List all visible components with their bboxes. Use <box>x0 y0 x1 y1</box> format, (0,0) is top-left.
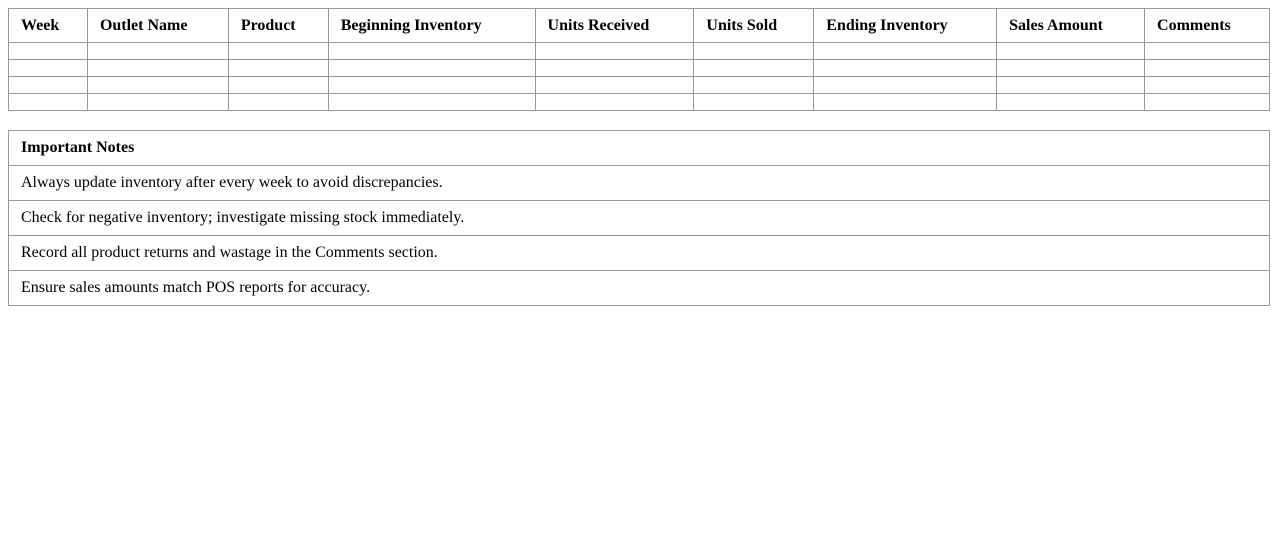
cell-beginning-inventory[interactable] <box>328 94 535 111</box>
table-row <box>9 60 1270 77</box>
note-row <box>9 166 1270 201</box>
cell-units-received[interactable] <box>535 77 694 94</box>
cell-comments[interactable] <box>1145 94 1270 111</box>
column-header-beginning-inventory: Beginning Inventory <box>328 9 535 43</box>
column-header-product: Product <box>228 9 328 43</box>
table-row <box>9 77 1270 94</box>
cell-comments[interactable] <box>1145 77 1270 94</box>
cell-beginning-inventory[interactable] <box>328 43 535 60</box>
cell-units-received[interactable] <box>535 43 694 60</box>
cell-product[interactable] <box>228 77 328 94</box>
important-notes-table <box>8 130 1270 306</box>
cell-outlet-name[interactable] <box>87 77 228 94</box>
cell-outlet-name[interactable] <box>87 43 228 60</box>
cell-sales-amount[interactable] <box>997 43 1145 60</box>
inventory-table <box>8 8 1270 111</box>
cell-outlet-name[interactable] <box>87 60 228 77</box>
inventory-table-body <box>9 43 1270 111</box>
cell-comments[interactable] <box>1145 60 1270 77</box>
cell-beginning-inventory[interactable] <box>328 77 535 94</box>
cell-ending-inventory[interactable] <box>814 60 997 77</box>
note-item: Record all product returns and wastage in the Comments section. <box>9 236 1270 271</box>
note-item: Always update inventory after every week to avoid discrepancies. <box>9 166 1270 201</box>
cell-units-sold[interactable] <box>694 43 814 60</box>
cell-week[interactable] <box>9 77 88 94</box>
note-row <box>9 271 1270 306</box>
column-header-units-received: Units Received <box>535 9 694 43</box>
cell-outlet-name[interactable] <box>87 94 228 111</box>
column-header-week: Week <box>9 9 88 43</box>
cell-units-sold[interactable] <box>694 77 814 94</box>
cell-week[interactable] <box>9 43 88 60</box>
cell-week[interactable] <box>9 60 88 77</box>
cell-product[interactable] <box>228 60 328 77</box>
cell-product[interactable] <box>228 43 328 60</box>
cell-ending-inventory[interactable] <box>814 43 997 60</box>
cell-beginning-inventory[interactable] <box>328 60 535 77</box>
notes-heading-row <box>9 131 1270 166</box>
cell-sales-amount[interactable] <box>997 60 1145 77</box>
cell-sales-amount[interactable] <box>997 94 1145 111</box>
header-row <box>9 9 1270 43</box>
note-item: Check for negative inventory; investigate missing stock immediately. <box>9 201 1270 236</box>
cell-units-sold[interactable] <box>694 60 814 77</box>
note-row <box>9 201 1270 236</box>
cell-ending-inventory[interactable] <box>814 94 997 111</box>
cell-units-received[interactable] <box>535 94 694 111</box>
column-header-sales-amount: Sales Amount <box>997 9 1145 43</box>
column-header-units-sold: Units Sold <box>694 9 814 43</box>
cell-units-sold[interactable] <box>694 94 814 111</box>
cell-sales-amount[interactable] <box>997 77 1145 94</box>
cell-product[interactable] <box>228 94 328 111</box>
notes-heading: Important Notes <box>9 131 1270 166</box>
cell-week[interactable] <box>9 94 88 111</box>
inventory-table-header <box>9 9 1270 43</box>
note-item: Ensure sales amounts match POS reports for accuracy. <box>9 271 1270 306</box>
column-header-ending-inventory: Ending Inventory <box>814 9 997 43</box>
cell-units-received[interactable] <box>535 60 694 77</box>
cell-ending-inventory[interactable] <box>814 77 997 94</box>
important-notes-body <box>9 131 1270 306</box>
note-row <box>9 236 1270 271</box>
table-row <box>9 43 1270 60</box>
table-row <box>9 94 1270 111</box>
cell-comments[interactable] <box>1145 43 1270 60</box>
column-header-outlet-name: Outlet Name <box>87 9 228 43</box>
column-header-comments: Comments <box>1145 9 1270 43</box>
